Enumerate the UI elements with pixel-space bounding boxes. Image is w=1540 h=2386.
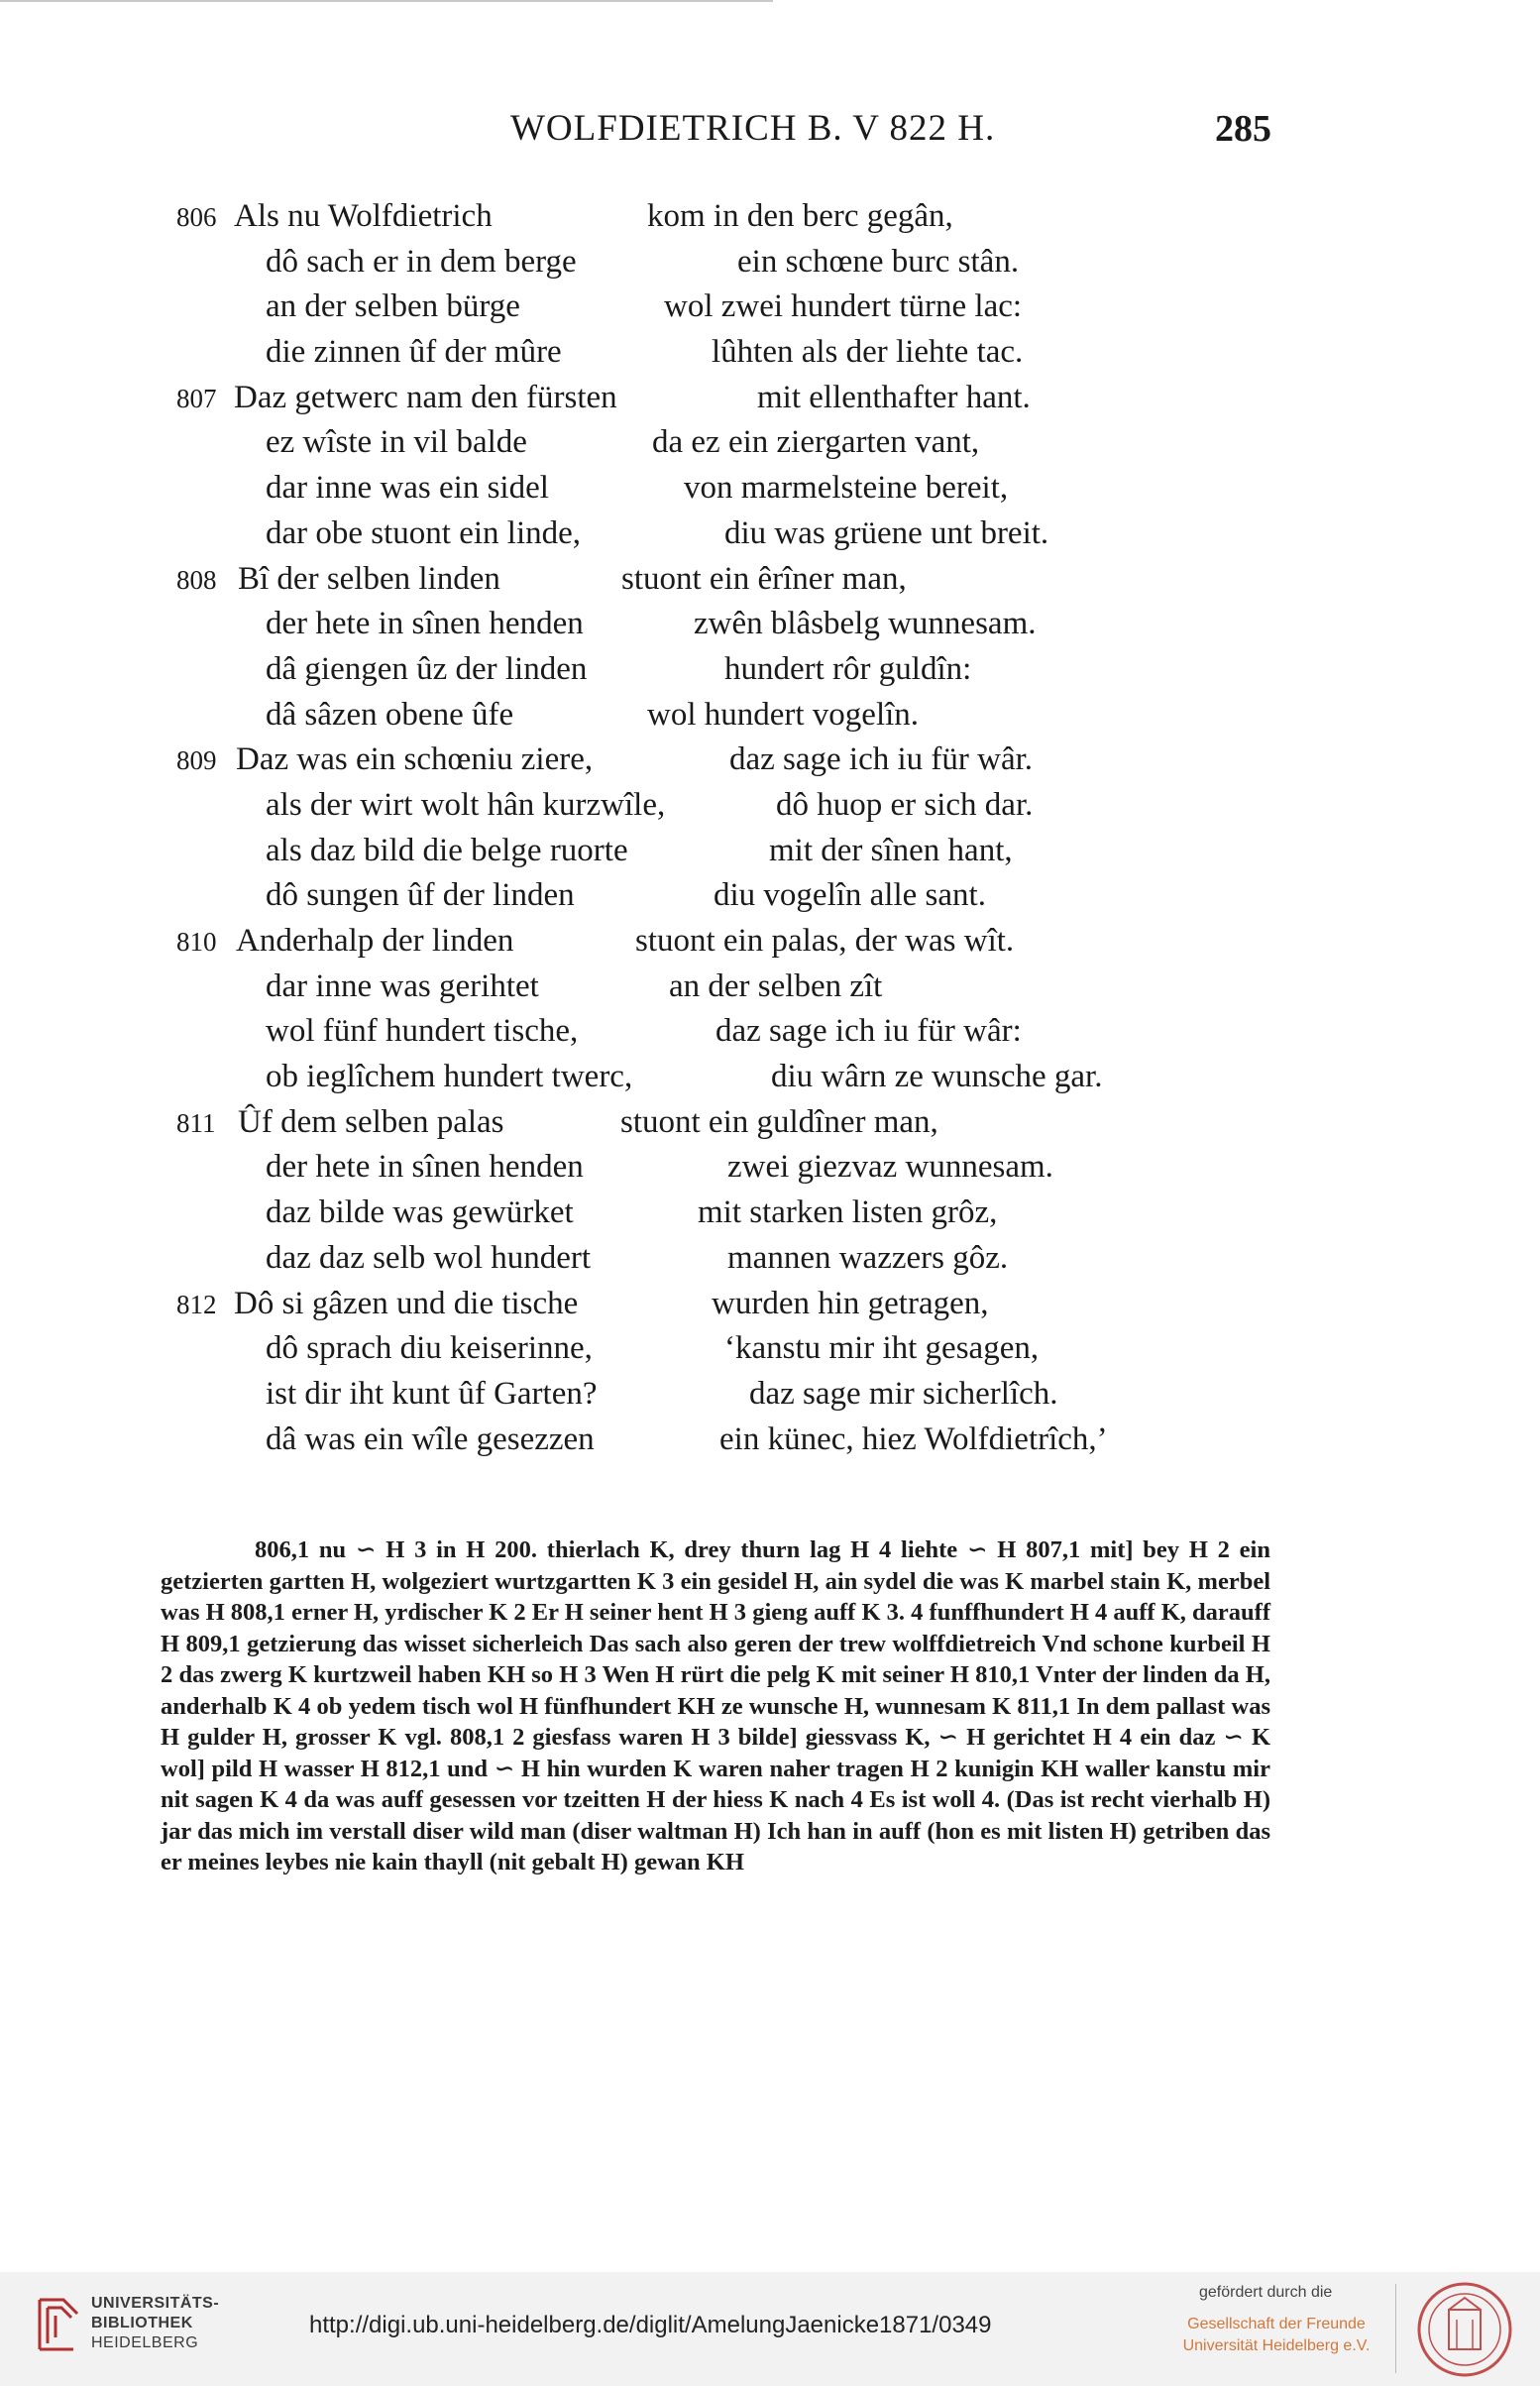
library-name	[91, 2294, 219, 2353]
verse-first-half: dar inne was gerihtet	[266, 967, 539, 1004]
verse-second-half: daz sage mir sicherlîch.	[749, 1375, 1058, 1412]
verse-second-half: ein künec, hiez Wolfdietrîch,’	[719, 1420, 1108, 1457]
verse-first-half: Als nu Wolfdietrich	[234, 198, 493, 234]
verse-number: 808	[176, 564, 217, 595]
verse-second-half: stuont ein guldîner man,	[620, 1103, 938, 1140]
verse-second-half: mit ellenthafter hant.	[757, 379, 1031, 415]
apparatus-text: 806,1 nu ∽ H 3 in H 200. thierlach K, drey thurn lag H 4 liehte ∽ H 807,1 mit] bey H 2 ein getzierten gartten H, wolgeziert wurtzgartten K 3 ein gesidel H, ain sydel die was K marbel stain K, merbel was H 808,1 erner H, yrdischer K 2 Er H seiner hent H 3 gieng auff K 3. 4 funffhundert H 4 auff K, darauff H 809,1 getzierung das wisset sicherleich Das sach also geren der trew wolffdietreich Vnd schone kurbeil H 2 das zwerg K kurtzweil haben KH so H 3 Wen H rürt die pelg K mit seiner H 810,1 Vnter der linden da H, anderhalb K 4 ob yedem tisch wol H fünfhundert KH ze wunsche H, wunnesam K 811,1 In dem pallast was H gulder H, grosser K vgl. 808,1 2 giesfass waren H 3 bilde] giessvass K, ∽ H gerichtet H 4 ein daz ∽ K wol] pild H wasser H 812,1 und ∽ H hin wurden K waren naher tragen H 2 kunigin KH waller kanstu mir nit sagen K 4 da was auff gesessen vor tzeitten H der hiess K nach 4 Es ist woll 4. (Das ist recht vierhalb H) jar das mich im verstall diser wild man (diser waltman H) Ich han in auff (hon es mit listen H) getriben das er meines leybes nie kain thayll (nit gebalt H) gewan KH	[161, 1536, 1270, 1875]
verse-line	[0, 968, 1540, 1014]
verse-first-half: Daz getwerc nam den fürsten	[234, 379, 617, 415]
verse-line	[0, 1104, 1540, 1150]
verse-first-half: an der selben bürge	[266, 288, 520, 325]
verse-line	[0, 288, 1540, 334]
verse-second-half: ein schœne burc stân.	[737, 243, 1020, 280]
verse-line	[0, 1059, 1540, 1104]
verse-second-half: stuont ein palas, der was wît.	[635, 923, 1015, 959]
verse-line	[0, 380, 1540, 425]
verse-line	[0, 923, 1540, 968]
verse-number: 812	[176, 1289, 217, 1319]
verse-second-half: diu vogelîn alle sant.	[714, 877, 986, 914]
verse-second-half: hundert rôr guldîn:	[724, 650, 972, 687]
verse-line	[0, 1286, 1540, 1331]
verse-second-half: mannen wazzers gôz.	[727, 1239, 1009, 1276]
verse-line	[0, 741, 1540, 787]
verse-number: 809	[176, 745, 217, 776]
verse-line	[0, 651, 1540, 697]
sponsor-line1: Gesellschaft der Freunde	[1187, 2316, 1366, 2332]
verse-line	[0, 244, 1540, 289]
library-name-line2: BIBLIOTHEK	[91, 2315, 193, 2331]
verse-second-half: da ez ein ziergarten vant,	[652, 424, 980, 461]
sponsor-label: gefördert durch die	[1199, 2284, 1333, 2301]
verse-second-half: wol hundert vogelîn.	[647, 696, 920, 733]
verse-first-half: dâ giengen ûz der linden	[266, 650, 588, 687]
verse-line	[0, 606, 1540, 651]
verse-first-half: daz daz selb wol hundert	[266, 1239, 592, 1276]
verse-line	[0, 877, 1540, 923]
verse-second-half: daz sage ich iu für wâr:	[715, 1013, 1022, 1050]
verse-number: 807	[176, 383, 217, 413]
verse-second-half: lûhten als der liehte tac.	[712, 334, 1024, 371]
verse-line	[0, 697, 1540, 742]
sponsor-name	[1167, 2314, 1385, 2357]
verse-first-half: ez wîste in vil balde	[266, 424, 527, 461]
footer-divider	[1395, 2284, 1396, 2373]
verse-line	[0, 1240, 1540, 1286]
verse-line	[0, 1330, 1540, 1376]
verse-first-half: daz bilde was gewürket	[266, 1194, 574, 1231]
verse-line	[0, 787, 1540, 833]
verse-first-half: der hete in sînen henden	[266, 606, 584, 642]
verse-second-half: wurden hin getragen,	[712, 1285, 989, 1321]
verse-number: 806	[176, 202, 217, 232]
verse-number: 811	[176, 1107, 216, 1138]
verse-first-half: Ûf dem selben palas	[238, 1103, 504, 1140]
verse-line	[0, 424, 1540, 470]
verse-number: 810	[176, 927, 217, 957]
verse-second-half: ‘kanstu mir iht gesagen,	[724, 1330, 1040, 1367]
verse-first-half: dâ was ein wîle gesezzen	[266, 1420, 595, 1457]
verse-first-half: als der wirt wolt hân kurzwîle,	[266, 786, 666, 823]
source-url-link[interactable]: http://digi.ub.uni-heidelberg.de/diglit/AmelungJaenicke1871/0349	[309, 2312, 992, 2338]
verse-line	[0, 1421, 1540, 1467]
footer-bar	[0, 2272, 1540, 2386]
verse-first-half: die zinnen ûf der mûre	[266, 334, 562, 371]
verse-line	[0, 1149, 1540, 1194]
verse-second-half: zwên blâsbelg wunnesam.	[694, 606, 1037, 642]
library-logo-icon	[34, 2292, 83, 2357]
page-number: 285	[1215, 108, 1271, 150]
verse-line	[0, 561, 1540, 607]
verse-second-half: diu wârn ze wunsche gar.	[771, 1059, 1103, 1095]
verse-first-half: dô sprach diu keiserinne,	[266, 1330, 593, 1367]
verse-line	[0, 1194, 1540, 1240]
verse-second-half: stuont ein êrîner man,	[621, 560, 907, 597]
verse-first-half: dâ sâzen obene ûfe	[266, 696, 514, 733]
verse-first-half: ist dir iht kunt ûf Garten?	[266, 1375, 598, 1412]
verse-second-half: wol zwei hundert türne lac:	[664, 288, 1023, 325]
verse-first-half: Anderhalp der linden	[236, 923, 514, 959]
library-name-line3: HEIDELBERG	[91, 2334, 199, 2351]
verse-second-half: daz sage ich iu für wâr.	[729, 741, 1034, 778]
verse-line	[0, 1376, 1540, 1421]
verse-block	[0, 198, 1540, 1466]
verse-second-half: diu was grüene unt breit.	[724, 514, 1049, 551]
verse-first-half: wol fünf hundert tische,	[266, 1013, 579, 1050]
verse-first-half: ob ieglîchem hundert twerc,	[266, 1059, 633, 1095]
verse-line	[0, 198, 1540, 244]
verse-second-half: kom in den berc gegân,	[647, 198, 953, 234]
verse-line	[0, 515, 1540, 561]
verse-first-half: als daz bild die belge ruorte	[266, 832, 628, 868]
verse-second-half: mit der sînen hant,	[769, 832, 1013, 868]
verse-first-half: dar obe stuont ein linde,	[266, 514, 582, 551]
sponsor-line2: Universität Heidelberg e.V.	[1182, 2337, 1371, 2354]
verse-first-half: der hete in sînen henden	[266, 1149, 584, 1186]
verse-line	[0, 470, 1540, 515]
verse-line	[0, 334, 1540, 380]
library-name-line1: UNIVERSITÄTS-	[91, 2295, 220, 2312]
verse-second-half: dô huop er sich dar.	[776, 786, 1034, 823]
verse-line	[0, 833, 1540, 878]
verse-second-half: von marmelsteine bereit,	[684, 470, 1009, 507]
verse-second-half: mit starken listen grôz,	[698, 1194, 998, 1231]
verse-second-half: an der selben zît	[669, 967, 883, 1004]
university-seal-icon	[1415, 2280, 1514, 2379]
top-rule	[0, 0, 773, 2]
verse-first-half: dô sach er in dem berge	[266, 243, 577, 280]
verse-first-half: dar inne was ein sidel	[266, 470, 549, 507]
verse-line	[0, 1013, 1540, 1059]
running-title: WOLFDIETRICH B. V 822 H.	[510, 108, 996, 149]
verse-second-half: zwei giezvaz wunnesam.	[727, 1149, 1053, 1186]
verse-first-half: Bî der selben linden	[238, 560, 500, 597]
verse-first-half: dô sungen ûf der linden	[266, 877, 575, 914]
page-header	[0, 107, 1540, 157]
critical-apparatus	[161, 1534, 1270, 1878]
verse-first-half: Dô si gâzen und die tische	[234, 1285, 579, 1321]
verse-first-half: Daz was ein schœniu ziere,	[236, 741, 594, 778]
